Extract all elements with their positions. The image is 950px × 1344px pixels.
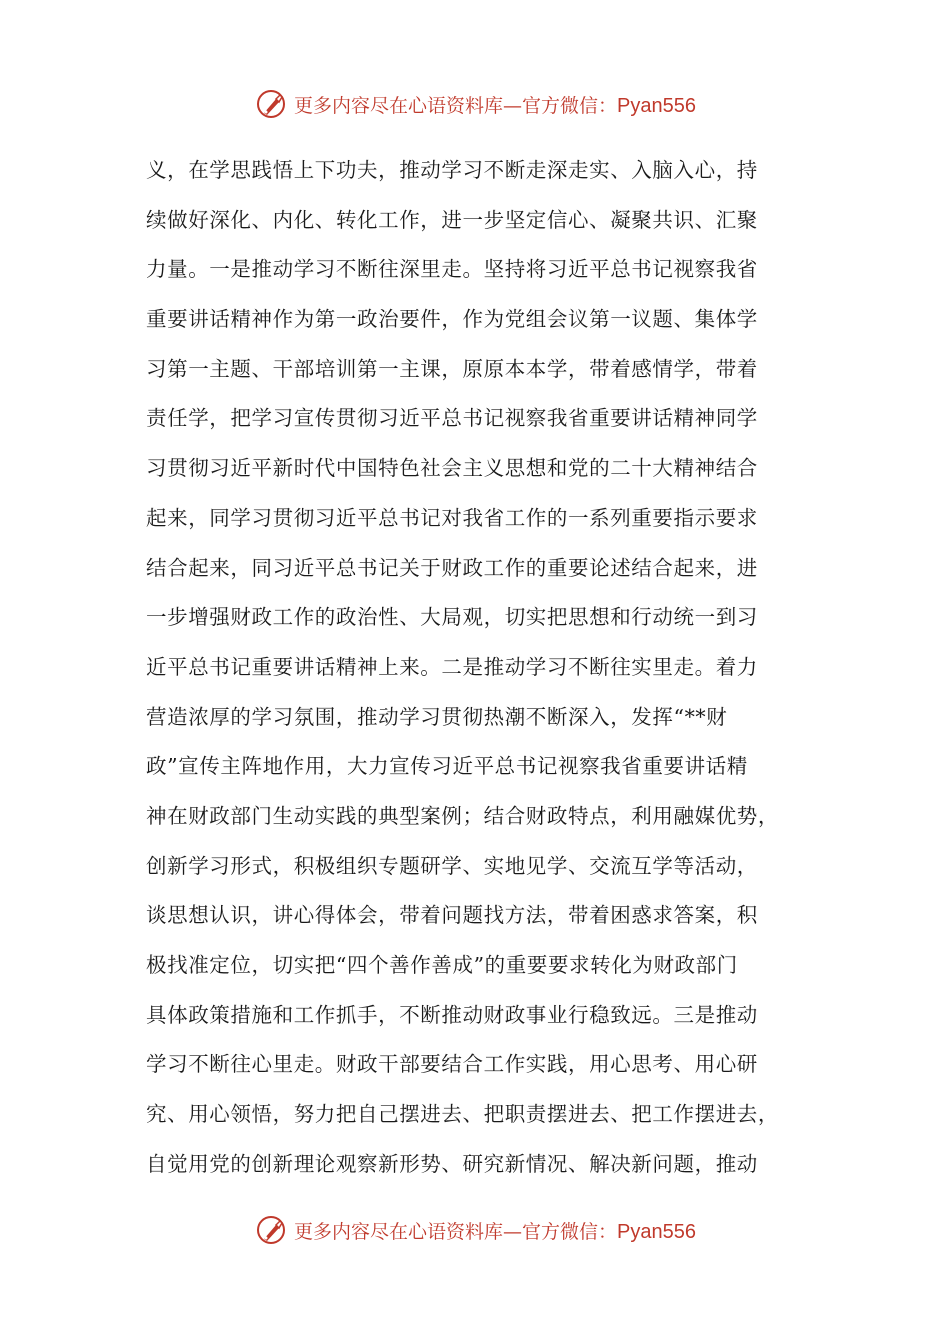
pen-nib-icon [254,1213,288,1247]
text-line: 政”宣传主阵地作用，大力宣传习近平总书记视察我省重要讲话精 [146,754,748,779]
watermark-label: 官方微信： [522,1220,618,1243]
text-line: 习第一主题、干部培训第一主课，原原本本学，带着感情学，带着 [146,356,758,381]
watermark-header [0,84,950,124]
watermark-main-text: 更多内容尽在心语资料库 [294,1220,504,1243]
watermark-footer [0,1210,950,1250]
text-line: 结合起来，同习近平总书记关于财政工作的重要论述结合起来，进 [146,555,758,580]
text-line: 学习不断往心里走。财政干部要结合工作实践，用心思考、用心研 [146,1052,758,1077]
text-line: 极找准定位，切实把“四个善作善成”的重要要求转化为财政部门 [146,953,738,977]
text-line: 自觉用党的创新理论观察新形势、研究新情况、解决新问题，推动 [146,1151,758,1176]
text-line: 创新学习形式，积极组织专题研学、实地见学、交流互学等活动， [146,853,758,878]
watermark-text [294,1217,696,1244]
text-line: 神在财政部门生动实践的典型案例；结合财政特点，利用融媒优势， [146,803,779,828]
text-line: 义，在学思践悟上下功夫，推动学习不断走深走实、入脑入心，持 [146,158,758,182]
text-line: 近平总书记重要讲话精神上来。二是推动学习不断往实里走。着力 [146,654,758,679]
watermark-text [294,91,696,118]
text-line: 起来，同学习贯彻习近平总书记对我省工作的一系列重要指示要求 [146,505,758,530]
pen-nib-icon [254,87,288,121]
text-line: 习贯彻习近平新时代中国特色社会主义思想和党的二十大精神结合 [146,456,758,481]
text-line: 责任学，把学习宣传贯彻习近平总书记视察我省重要讲话精神同学 [146,406,758,431]
text-line: 营造浓厚的学习氛围，推动学习贯彻热潮不断深入，发挥“**财 [146,704,728,729]
watermark-dash: — [503,94,523,117]
text-line: 力量。一是推动学习不断往深里走。坚持将习近平总书记视察我省 [146,257,758,282]
watermark-main-text: 更多内容尽在心语资料库 [294,94,504,117]
watermark-dash: — [503,1220,523,1243]
watermark-label: 官方微信： [522,94,618,117]
document-body [146,146,816,1189]
text-line: 重要讲话精神作为第一政治要件，作为党组会议第一议题、集体学 [146,307,758,332]
watermark-handle: Pyan556 [617,94,696,117]
text-line: 具体政策措施和工作抓手，不断推动财政事业行稳致远。三是推动 [146,1002,758,1027]
watermark-handle: Pyan556 [617,1220,696,1243]
text-line: 谈思想认识，讲心得体会，带着问题找方法，带着困惑求答案，积 [146,903,758,928]
text-line: 一步增强财政工作的政治性、大局观，切实把思想和行动统一到习 [146,605,758,630]
text-line: 续做好深化、内化、转化工作，进一步坚定信心、凝聚共识、汇聚 [146,207,758,232]
text-line: 究、用心领悟，努力把自己摆进去、把职责摆进去、把工作摆进去， [146,1102,779,1127]
